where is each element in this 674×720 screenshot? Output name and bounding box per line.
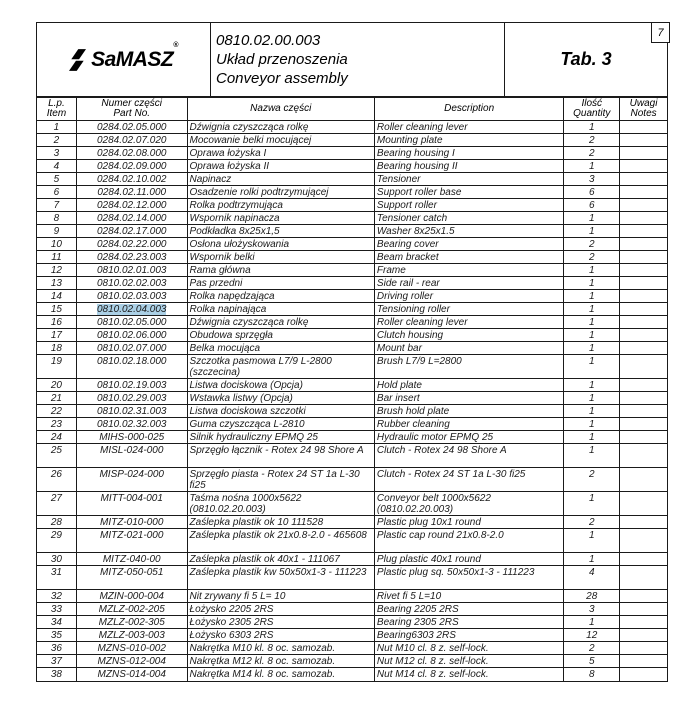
table-row — [37, 668, 667, 681]
table-row — [37, 616, 667, 629]
item-number: 13 — [50, 277, 62, 289]
part-name-pl: Osadzenie rolki podtrzymującej — [189, 186, 329, 198]
part-description-en: Bearing housing II — [376, 160, 458, 172]
part-description-en: Clutch - Rotex 24 ST 1a L-30 fi25 — [376, 469, 526, 480]
title-band — [37, 23, 667, 98]
part-description-en: Bearing6303 2RS — [376, 629, 456, 641]
quantity-value: 4 — [588, 567, 595, 578]
part-number: 0810.02.32.003 — [96, 418, 167, 430]
part-description-en: Bearing cover — [376, 238, 439, 250]
part-name-pl: Obudowa sprzęgła — [189, 329, 273, 341]
item-number: 2 — [53, 134, 60, 146]
part-name-pl: Łożysko 2305 2RS — [189, 616, 274, 628]
item-number: 34 — [50, 616, 62, 628]
item-number: 12 — [50, 264, 62, 276]
document-number: 0810.02.00.003 — [216, 32, 321, 49]
quantity-value: 28 — [586, 590, 598, 602]
table-row — [37, 566, 667, 590]
quantity-value: 2 — [588, 147, 595, 159]
part-number: MZLZ-003-003 — [98, 629, 165, 641]
part-description-en: Nut M12 cl. 8 z. self-lock. — [376, 655, 489, 667]
item-number: 16 — [50, 316, 62, 328]
part-description-en: Plug plastic 40x1 round — [376, 553, 481, 565]
part-name-pl: Listwa dociskowa (Opcja) — [189, 379, 303, 391]
part-number: 0810.02.31.003 — [96, 405, 167, 417]
part-name-pl: Rama główna — [189, 264, 251, 276]
table-row — [37, 553, 667, 566]
part-description-en: Frame — [376, 264, 406, 276]
quantity-value: 2 — [588, 516, 595, 528]
part-name-pl: Silnik hydrauliczny EPMQ 25 — [189, 431, 318, 443]
part-name-pl: Wstawka listwy (Opcja) — [189, 392, 293, 404]
item-number: 21 — [50, 392, 62, 404]
part-name-pl: Taśma nośna 1000x5622 (0810.02.20.003) — [189, 493, 302, 515]
part-description-en: Tensioner catch — [376, 212, 448, 224]
part-name-pl: Podkładka 8x25x1,5 — [189, 225, 280, 237]
part-description-en: Tensioner — [376, 173, 421, 185]
item-number: 35 — [50, 629, 62, 641]
table-row — [37, 329, 667, 342]
part-name-pl: Nakrętka M14 kl. 8 oc. samozab. — [189, 669, 336, 680]
col-header-item — [37, 98, 77, 120]
table-row — [37, 629, 667, 642]
item-number: 5 — [53, 173, 60, 185]
part-description-en: Conveyor belt 1000x5622 (0810.02.20.003) — [376, 493, 491, 515]
part-description-en: Bearing housing I — [376, 147, 455, 159]
item-number: 3 — [53, 147, 60, 159]
table-row — [37, 379, 667, 392]
brand-logo-text — [91, 41, 178, 72]
assembly-title-en: Conveyor assembly — [216, 70, 348, 87]
part-name-pl: Sprzęgło piasta - Rotex 24 ST 1a L-30 fi25 — [189, 469, 360, 491]
part-description-en: Plastic cap round 21x0.8-2.0 — [376, 530, 504, 541]
quantity-value: 6 — [588, 199, 595, 211]
column-headers — [37, 98, 667, 121]
page-number-box — [651, 22, 670, 43]
table-row — [37, 444, 667, 468]
table-frame — [36, 22, 668, 682]
part-description-en: Washer 8x25x1.5 — [376, 225, 455, 237]
quantity-value: 2 — [588, 238, 595, 250]
quantity-value: 2 — [588, 251, 595, 263]
col-desc-en: Description — [444, 102, 495, 114]
item-number: 1 — [53, 121, 60, 133]
part-number: MITZ-050-051 — [100, 567, 164, 578]
part-name-pl: Zaślepka plastik ok 21x0.8-2.0 - 465608 — [189, 530, 367, 541]
part-name-pl: Listwa dociskowa szczotki — [189, 405, 306, 417]
quantity-value: 1 — [588, 431, 595, 443]
quantity-value: 2 — [588, 134, 595, 146]
item-number: 23 — [50, 418, 62, 430]
part-description-en: Brush hold plate — [376, 405, 450, 417]
item-number: 14 — [50, 290, 62, 302]
part-description-en: Beam bracket — [376, 251, 439, 263]
table-row — [37, 405, 667, 418]
quantity-value: 1 — [588, 379, 595, 391]
part-number: 0284.02.22.000 — [96, 238, 167, 250]
page-number: 7 — [657, 26, 664, 39]
quantity-value: 2 — [588, 469, 595, 480]
table-row — [37, 655, 667, 668]
quantity-value: 1 — [588, 392, 595, 404]
part-number: 0810.02.07.000 — [96, 342, 167, 354]
part-description-en: Roller cleaning lever — [376, 121, 468, 133]
part-description-en: Brush L7/9 L=2800 — [376, 356, 462, 367]
part-number: MISL-024-000 — [100, 445, 164, 456]
quantity-value: 1 — [588, 316, 595, 328]
part-number: 0810.02.05.000 — [96, 316, 167, 328]
part-name-pl: Rolka napinająca — [189, 303, 267, 315]
item-number: 22 — [50, 405, 62, 417]
part-name-pl: Osłona ułożyskowania — [189, 238, 290, 250]
table-row — [37, 199, 667, 212]
item-number: 10 — [50, 238, 62, 250]
col-header-part-no — [77, 98, 188, 120]
part-number: 0284.02.09.000 — [96, 160, 167, 172]
item-number: 25 — [50, 445, 62, 456]
document-titles — [211, 23, 505, 96]
part-name-pl: Guma czyszcząca L-2810 — [189, 418, 305, 430]
table-row — [37, 238, 667, 251]
table-row — [37, 225, 667, 238]
table-row — [37, 121, 667, 134]
col-notes-en: Notes — [630, 108, 657, 119]
part-number: 0810.02.19.003 — [96, 379, 167, 391]
part-name-pl: Szczotka pasmowa L7/9 L-2800 (szczecina) — [189, 356, 332, 378]
quantity-value: 1 — [588, 225, 595, 237]
item-number: 30 — [50, 553, 62, 565]
part-name-pl: Łożysko 6303 2RS — [189, 629, 274, 641]
part-description-en: Mount bar — [376, 342, 422, 354]
quantity-value: 1 — [588, 530, 595, 541]
part-description-en: Clutch housing — [376, 329, 444, 341]
item-number: 31 — [50, 567, 62, 578]
table-row — [37, 603, 667, 616]
part-number: 0810.02.03.003 — [96, 290, 167, 302]
assembly-title-pl: Układ przenoszenia — [216, 51, 348, 68]
quantity-value: 1 — [588, 264, 595, 276]
quantity-value: 2 — [588, 642, 595, 654]
item-number: 24 — [50, 431, 62, 443]
item-number: 29 — [50, 530, 62, 541]
part-number: MZIN-000-004 — [99, 590, 164, 602]
part-number: 0284.02.08.000 — [96, 147, 167, 159]
table-row — [37, 264, 667, 277]
item-number: 32 — [50, 590, 62, 602]
table-row — [37, 492, 667, 516]
quantity-value: 1 — [588, 356, 595, 367]
part-name-pl: Zaślepka plastik ok 10 111528 — [189, 516, 324, 528]
registered-mark: ® — [173, 41, 178, 49]
part-name-pl: Pas przedni — [189, 277, 243, 289]
table-row — [37, 418, 667, 431]
part-description-en: Rivet fi 5 L=10 — [376, 590, 442, 602]
part-description-en: Plastic plug sq. 50x50x1-3 - 111223 — [376, 567, 535, 578]
part-number: MZLZ-002-305 — [98, 616, 165, 628]
part-number: 0810.02.02.003 — [96, 277, 167, 289]
col-notes-pl: Uwagi — [629, 97, 658, 109]
part-name-pl: Oprawa łożyska II — [189, 160, 270, 172]
part-number: 0284.02.23.003 — [96, 251, 167, 263]
quantity-value: 3 — [588, 173, 595, 185]
part-description-en: Support roller base — [376, 186, 462, 198]
part-name-pl: Rolka podtrzymująca — [189, 199, 283, 211]
table-row — [37, 431, 667, 444]
item-number: 26 — [50, 469, 62, 480]
quantity-value: 1 — [588, 290, 595, 302]
quantity-value: 1 — [588, 160, 595, 172]
quantity-value: 1 — [588, 405, 595, 417]
part-number: MITZ-021-000 — [100, 530, 164, 541]
part-number: 0284.02.05.000 — [96, 121, 167, 133]
part-number: MIHS-000-025 — [99, 431, 165, 443]
part-description-en: Bar insert — [376, 392, 420, 404]
quantity-value: 3 — [588, 603, 595, 615]
quantity-value: 8 — [588, 669, 595, 680]
quantity-value: 1 — [588, 418, 595, 430]
col-qty-en: Quantity — [573, 108, 611, 119]
part-number: 0284.02.11.000 — [97, 186, 167, 198]
part-name-pl: Belka mocująca — [189, 342, 261, 354]
part-name-pl: Wspornik belki — [189, 251, 255, 263]
item-number: 37 — [50, 655, 62, 667]
part-name-pl: Nit zrywany fi 5 L= 10 — [189, 590, 286, 602]
table-row — [37, 277, 667, 290]
item-number: 19 — [50, 356, 62, 367]
part-number: 0810.02.29.003 — [96, 392, 167, 404]
quantity-value: 1 — [588, 445, 595, 456]
col-header-quantity — [564, 98, 620, 120]
part-number: MZLZ-002-205 — [98, 603, 165, 615]
col-name-pl: Nazwa części — [250, 102, 312, 114]
table-row — [37, 303, 667, 316]
part-number: 0810.02.06.000 — [96, 329, 167, 341]
item-number: 8 — [53, 212, 60, 224]
item-number: 9 — [53, 225, 60, 237]
part-description-en: Plastic plug 10x1 round — [376, 516, 481, 528]
part-description-en: Roller cleaning lever — [376, 316, 468, 328]
part-description-en: Driving roller — [376, 290, 434, 302]
item-number: 15 — [50, 303, 62, 315]
part-name-pl: Dźwignia czyszcząca rolkę — [189, 121, 309, 133]
samasz-lightning-icon — [69, 48, 86, 72]
part-number: MZNS-012-004 — [97, 655, 166, 667]
quantity-value: 5 — [588, 655, 595, 667]
tab-number: Tab. 3 — [560, 49, 612, 69]
col-header-description — [375, 98, 564, 120]
part-description-en: Side rail - rear — [376, 277, 440, 289]
col-part-en: Part No. — [113, 108, 151, 119]
part-name-pl: Zaślepka plastik kw 50x50x1-3 - 111223 — [189, 567, 367, 578]
item-number: 4 — [53, 160, 60, 172]
table-row — [37, 173, 667, 186]
part-description-en: Rubber cleaning — [376, 418, 450, 430]
quantity-value: 1 — [588, 342, 595, 354]
item-number: 6 — [53, 186, 60, 198]
part-name-pl: Łożysko 2205 2RS — [189, 603, 274, 615]
item-number: 11 — [51, 251, 62, 263]
part-name-pl: Wspornik napinacza — [189, 212, 280, 224]
col-item-pl: L.p. — [48, 97, 65, 109]
part-number: MISP-024-000 — [99, 469, 164, 480]
part-description-en: Tensioning roller — [376, 303, 450, 315]
logo-cell — [37, 23, 211, 96]
part-description-en: Nut M14 cl. 8 z. self-lock. — [376, 669, 489, 680]
part-name-pl: Mocowanie belki mocującej — [189, 134, 312, 146]
part-number: 0284.02.12.000 — [96, 199, 167, 211]
part-number: 0810.02.18.000 — [96, 356, 167, 367]
part-number: 0284.02.07.020 — [96, 134, 167, 146]
item-number: 18 — [50, 342, 62, 354]
col-part-pl: Numer części — [101, 97, 162, 109]
col-header-name — [188, 98, 375, 120]
table-row — [37, 590, 667, 603]
part-number: MITT-004-001 — [100, 493, 163, 504]
part-name-pl: Nakrętka M12 kl. 8 oc. samozab. — [189, 655, 336, 667]
part-name-pl: Oprawa łożyska I — [189, 147, 267, 159]
part-description-en: Bearing 2305 2RS — [376, 616, 459, 628]
part-number: 0284.02.14.000 — [96, 212, 167, 224]
col-header-notes — [620, 98, 667, 120]
quantity-value: 6 — [588, 186, 595, 198]
table-row — [37, 290, 667, 303]
part-description-en: Bearing 2205 2RS — [376, 603, 459, 615]
table-row — [37, 529, 667, 553]
item-number: 36 — [50, 642, 62, 654]
item-number: 27 — [50, 493, 62, 504]
table-row — [37, 468, 667, 492]
col-qty-pl: Ilość — [581, 97, 603, 109]
part-name-pl: Napinacz — [189, 173, 232, 185]
table-row — [37, 642, 667, 655]
part-number: 0284.02.17.000 — [96, 225, 167, 237]
part-description-en: Mounting plate — [376, 134, 443, 146]
col-item-en: Item — [46, 108, 67, 119]
part-description-en: Clutch - Rotex 24 98 Shore A — [376, 445, 507, 456]
item-number: 38 — [50, 669, 62, 680]
quantity-value: 1 — [588, 329, 595, 341]
part-description-en: Hold plate — [376, 379, 422, 391]
part-name-pl: Sprzęgło łącznik - Rotex 24 98 Shore A — [189, 445, 364, 456]
table-row — [37, 134, 667, 147]
quantity-value: 1 — [588, 303, 595, 315]
quantity-value: 1 — [588, 553, 595, 565]
table-row — [37, 212, 667, 225]
part-name-pl: Rolka napędzająca — [189, 290, 275, 302]
part-description-en: Nut M10 cl. 8 z. self-lock. — [376, 642, 489, 654]
part-number: MZNS-010-002 — [97, 642, 166, 654]
item-number: 20 — [50, 379, 62, 391]
part-number: 0284.02.10.002 — [96, 173, 167, 185]
quantity-value: 12 — [586, 629, 598, 641]
quantity-value: 1 — [588, 277, 595, 289]
part-number: MITZ-010-000 — [100, 516, 164, 528]
part-number-selected[interactable]: 0810.02.04.003 — [96, 303, 167, 315]
quantity-value: 1 — [588, 493, 595, 504]
part-name-pl: Zaślepka plastik ok 40x1 - 111067 — [189, 553, 340, 565]
table-row — [37, 355, 667, 379]
table-row — [37, 186, 667, 199]
parts-table-body — [37, 121, 667, 681]
quantity-value: 1 — [588, 121, 595, 133]
table-row — [37, 160, 667, 173]
table-row — [37, 342, 667, 355]
table-row — [37, 392, 667, 405]
quantity-value: 1 — [588, 616, 595, 628]
brand-name: SaMASZ — [91, 47, 174, 71]
table-row — [37, 316, 667, 329]
part-description-en: Hydraulic motor EPMQ 25 — [376, 431, 494, 443]
part-number: MZNS-014-004 — [97, 669, 166, 680]
part-number: 0810.02.01.003 — [96, 264, 167, 276]
table-row — [37, 147, 667, 160]
table-row — [37, 251, 667, 264]
part-description-en: Support roller — [376, 199, 437, 211]
part-name-pl: Dźwignia czyszcząca rolkę — [189, 316, 309, 328]
quantity-value: 1 — [588, 212, 595, 224]
part-name-pl: Nakrętka M10 kl. 8 oc. samozab. — [189, 642, 336, 654]
table-row — [37, 516, 667, 529]
item-number: 7 — [53, 199, 60, 211]
item-number: 17 — [50, 329, 62, 341]
table-label — [505, 23, 667, 96]
item-number: 33 — [50, 603, 62, 615]
part-number: MITZ-040-00 — [102, 553, 161, 565]
item-number: 28 — [50, 516, 62, 528]
